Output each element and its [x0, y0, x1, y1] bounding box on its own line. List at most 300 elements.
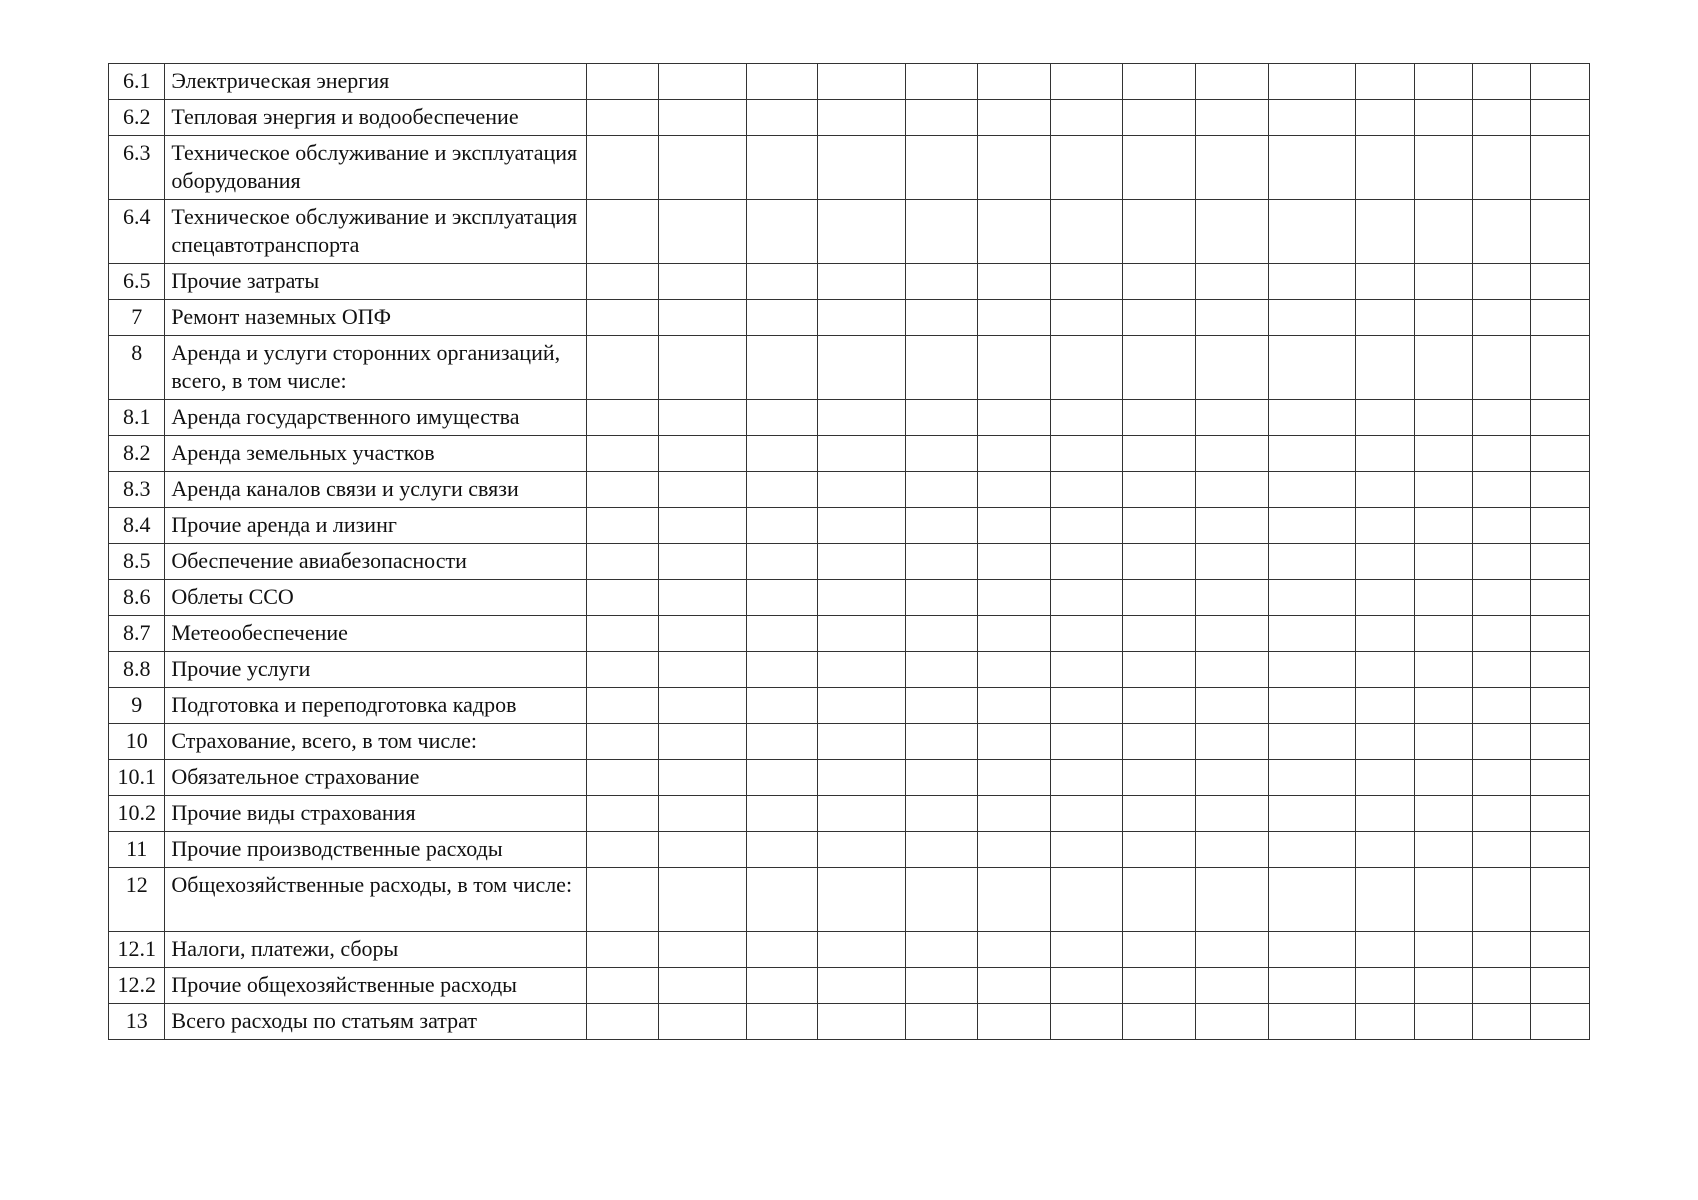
- row-number: 8.6: [109, 580, 165, 616]
- empty-cell: [978, 336, 1051, 400]
- empty-cell: [905, 264, 978, 300]
- empty-cell: [1268, 760, 1356, 796]
- empty-cell: [1473, 724, 1531, 760]
- empty-cell: [818, 400, 906, 436]
- empty-cell: [746, 200, 818, 264]
- empty-cell: [659, 616, 747, 652]
- empty-cell: [905, 932, 978, 968]
- empty-cell: [1196, 580, 1269, 616]
- empty-cell: [586, 336, 659, 400]
- empty-cell: [905, 472, 978, 508]
- row-label: Облеты ССО: [165, 580, 586, 616]
- empty-cell: [746, 400, 818, 436]
- empty-cell: [1531, 868, 1590, 932]
- row-label: Аренда каналов связи и услуги связи: [165, 472, 586, 508]
- empty-cell: [1123, 580, 1196, 616]
- empty-cell: [905, 724, 978, 760]
- empty-cell: [1414, 472, 1472, 508]
- empty-cell: [746, 832, 818, 868]
- empty-cell: [1531, 472, 1590, 508]
- empty-cell: [1531, 724, 1590, 760]
- empty-cell: [1268, 832, 1356, 868]
- empty-cell: [1050, 580, 1123, 616]
- empty-cell: [1473, 968, 1531, 1004]
- empty-cell: [659, 472, 747, 508]
- empty-cell: [1473, 436, 1531, 472]
- empty-cell: [1473, 300, 1531, 336]
- empty-cell: [818, 968, 906, 1004]
- empty-cell: [746, 724, 818, 760]
- row-number: 8: [109, 336, 165, 400]
- empty-cell: [1123, 64, 1196, 100]
- row-number: 10: [109, 724, 165, 760]
- empty-cell: [978, 760, 1051, 796]
- empty-cell: [1196, 832, 1269, 868]
- empty-cell: [1531, 300, 1590, 336]
- empty-cell: [586, 136, 659, 200]
- empty-cell: [1356, 652, 1414, 688]
- row-label: Обеспечение авиабезопасности: [165, 544, 586, 580]
- row-label: Аренда земельных участков: [165, 436, 586, 472]
- empty-cell: [1356, 64, 1414, 100]
- table-row: [109, 932, 1590, 968]
- row-label: Обязательное страхование: [165, 760, 586, 796]
- empty-cell: [746, 652, 818, 688]
- empty-cell: [818, 652, 906, 688]
- empty-cell: [978, 200, 1051, 264]
- empty-cell: [1531, 616, 1590, 652]
- empty-cell: [818, 1004, 906, 1040]
- empty-cell: [1196, 932, 1269, 968]
- empty-cell: [1531, 968, 1590, 1004]
- empty-cell: [905, 544, 978, 580]
- empty-cell: [1414, 932, 1472, 968]
- empty-cell: [978, 796, 1051, 832]
- row-label: Аренда государственного имущества: [165, 400, 586, 436]
- empty-cell: [1531, 436, 1590, 472]
- empty-cell: [978, 868, 1051, 932]
- empty-cell: [818, 300, 906, 336]
- row-label: Тепловая энергия и водообеспечение: [165, 100, 586, 136]
- empty-cell: [586, 688, 659, 724]
- empty-cell: [659, 436, 747, 472]
- row-label: Техническое обслуживание и эксплуатация спецавтотранспорта: [165, 200, 586, 264]
- empty-cell: [1268, 508, 1356, 544]
- empty-cell: [1050, 300, 1123, 336]
- empty-cell: [1414, 64, 1472, 100]
- empty-cell: [659, 832, 747, 868]
- empty-cell: [978, 136, 1051, 200]
- row-number: 6.3: [109, 136, 165, 200]
- empty-cell: [1268, 652, 1356, 688]
- empty-cell: [905, 336, 978, 400]
- empty-cell: [746, 868, 818, 932]
- empty-cell: [1268, 688, 1356, 724]
- empty-cell: [1123, 796, 1196, 832]
- table-row: [109, 300, 1590, 336]
- empty-cell: [1050, 832, 1123, 868]
- empty-cell: [746, 336, 818, 400]
- table-row: [109, 688, 1590, 724]
- empty-cell: [1268, 264, 1356, 300]
- table-row: [109, 868, 1590, 932]
- empty-cell: [1050, 688, 1123, 724]
- empty-cell: [586, 508, 659, 544]
- empty-cell: [1531, 508, 1590, 544]
- empty-cell: [1414, 300, 1472, 336]
- empty-cell: [818, 796, 906, 832]
- empty-cell: [1414, 796, 1472, 832]
- empty-cell: [818, 264, 906, 300]
- row-label: Прочие виды страхования: [165, 796, 586, 832]
- empty-cell: [1196, 400, 1269, 436]
- empty-cell: [1196, 796, 1269, 832]
- empty-cell: [746, 688, 818, 724]
- empty-cell: [1414, 868, 1472, 932]
- row-number: 8.7: [109, 616, 165, 652]
- row-number: 11: [109, 832, 165, 868]
- empty-cell: [659, 200, 747, 264]
- row-label: Подготовка и переподготовка кадров: [165, 688, 586, 724]
- row-label: Прочие производственные расходы: [165, 832, 586, 868]
- empty-cell: [659, 688, 747, 724]
- empty-cell: [1414, 544, 1472, 580]
- empty-cell: [1473, 796, 1531, 832]
- row-number: 6.1: [109, 64, 165, 100]
- empty-cell: [1123, 724, 1196, 760]
- empty-cell: [1473, 264, 1531, 300]
- empty-cell: [1473, 616, 1531, 652]
- empty-cell: [1268, 136, 1356, 200]
- empty-cell: [1268, 472, 1356, 508]
- empty-cell: [818, 136, 906, 200]
- empty-cell: [659, 1004, 747, 1040]
- table-row: [109, 264, 1590, 300]
- empty-cell: [818, 868, 906, 932]
- table-row: [109, 832, 1590, 868]
- empty-cell: [1414, 336, 1472, 400]
- empty-cell: [1123, 968, 1196, 1004]
- empty-cell: [1123, 100, 1196, 136]
- empty-cell: [1196, 100, 1269, 136]
- empty-cell: [1531, 200, 1590, 264]
- row-number: 8.8: [109, 652, 165, 688]
- empty-cell: [1123, 832, 1196, 868]
- table-row: [109, 652, 1590, 688]
- empty-cell: [905, 688, 978, 724]
- empty-cell: [818, 760, 906, 796]
- empty-cell: [1356, 580, 1414, 616]
- empty-cell: [818, 688, 906, 724]
- empty-cell: [905, 100, 978, 136]
- empty-cell: [978, 968, 1051, 1004]
- empty-cell: [905, 300, 978, 336]
- empty-cell: [818, 724, 906, 760]
- empty-cell: [746, 968, 818, 1004]
- empty-cell: [1123, 1004, 1196, 1040]
- empty-cell: [1050, 200, 1123, 264]
- table-row: [109, 136, 1590, 200]
- empty-cell: [905, 760, 978, 796]
- row-number: 12.2: [109, 968, 165, 1004]
- empty-cell: [1414, 136, 1472, 200]
- empty-cell: [1473, 688, 1531, 724]
- empty-cell: [1531, 932, 1590, 968]
- empty-cell: [978, 932, 1051, 968]
- table-row: [109, 580, 1590, 616]
- empty-cell: [1531, 832, 1590, 868]
- empty-cell: [905, 968, 978, 1004]
- row-label: Налоги, платежи, сборы: [165, 932, 586, 968]
- empty-cell: [1123, 472, 1196, 508]
- empty-cell: [1050, 336, 1123, 400]
- empty-cell: [1473, 400, 1531, 436]
- empty-cell: [746, 796, 818, 832]
- row-number: 6.2: [109, 100, 165, 136]
- empty-cell: [1123, 616, 1196, 652]
- empty-cell: [1123, 336, 1196, 400]
- empty-cell: [659, 100, 747, 136]
- empty-cell: [746, 472, 818, 508]
- empty-cell: [978, 652, 1051, 688]
- table-body: [109, 64, 1590, 1040]
- empty-cell: [746, 64, 818, 100]
- empty-cell: [978, 544, 1051, 580]
- empty-cell: [1414, 760, 1472, 796]
- empty-cell: [1268, 200, 1356, 264]
- row-number: 8.5: [109, 544, 165, 580]
- empty-cell: [1268, 616, 1356, 652]
- empty-cell: [978, 300, 1051, 336]
- row-number: 12: [109, 868, 165, 932]
- row-number: 9: [109, 688, 165, 724]
- empty-cell: [978, 1004, 1051, 1040]
- empty-cell: [905, 616, 978, 652]
- empty-cell: [1414, 508, 1472, 544]
- empty-cell: [1356, 336, 1414, 400]
- row-number: 12.1: [109, 932, 165, 968]
- row-label: Прочие услуги: [165, 652, 586, 688]
- empty-cell: [659, 264, 747, 300]
- empty-cell: [586, 300, 659, 336]
- row-number: 6.5: [109, 264, 165, 300]
- empty-cell: [905, 64, 978, 100]
- empty-cell: [1196, 200, 1269, 264]
- empty-cell: [1196, 724, 1269, 760]
- empty-cell: [905, 868, 978, 932]
- empty-cell: [1050, 796, 1123, 832]
- empty-cell: [1473, 472, 1531, 508]
- empty-cell: [978, 400, 1051, 436]
- empty-cell: [746, 100, 818, 136]
- empty-cell: [1123, 868, 1196, 932]
- empty-cell: [1050, 932, 1123, 968]
- table-row: [109, 336, 1590, 400]
- row-label: Ремонт наземных ОПФ: [165, 300, 586, 336]
- empty-cell: [1531, 760, 1590, 796]
- empty-cell: [659, 760, 747, 796]
- empty-cell: [586, 264, 659, 300]
- empty-cell: [1414, 1004, 1472, 1040]
- empty-cell: [586, 968, 659, 1004]
- empty-cell: [1196, 436, 1269, 472]
- empty-cell: [818, 472, 906, 508]
- row-number: 10.2: [109, 796, 165, 832]
- empty-cell: [1196, 652, 1269, 688]
- empty-cell: [586, 932, 659, 968]
- empty-cell: [905, 508, 978, 544]
- empty-cell: [659, 136, 747, 200]
- empty-cell: [1123, 400, 1196, 436]
- empty-cell: [1268, 1004, 1356, 1040]
- empty-cell: [586, 400, 659, 436]
- empty-cell: [659, 796, 747, 832]
- empty-cell: [746, 136, 818, 200]
- row-label: Прочие аренда и лизинг: [165, 508, 586, 544]
- empty-cell: [1123, 300, 1196, 336]
- row-number: 6.4: [109, 200, 165, 264]
- empty-cell: [1356, 1004, 1414, 1040]
- empty-cell: [818, 580, 906, 616]
- table-row: [109, 400, 1590, 436]
- table-row: [109, 1004, 1590, 1040]
- empty-cell: [1050, 1004, 1123, 1040]
- empty-cell: [1356, 868, 1414, 932]
- empty-cell: [1531, 64, 1590, 100]
- empty-cell: [1268, 300, 1356, 336]
- empty-cell: [1356, 472, 1414, 508]
- empty-cell: [746, 508, 818, 544]
- row-number: 8.2: [109, 436, 165, 472]
- empty-cell: [1050, 436, 1123, 472]
- empty-cell: [586, 868, 659, 932]
- empty-cell: [659, 544, 747, 580]
- empty-cell: [905, 1004, 978, 1040]
- empty-cell: [1196, 136, 1269, 200]
- empty-cell: [659, 64, 747, 100]
- empty-cell: [746, 544, 818, 580]
- empty-cell: [1531, 544, 1590, 580]
- empty-cell: [586, 100, 659, 136]
- empty-cell: [1196, 968, 1269, 1004]
- empty-cell: [978, 472, 1051, 508]
- empty-cell: [818, 508, 906, 544]
- empty-cell: [1473, 932, 1531, 968]
- empty-cell: [1414, 580, 1472, 616]
- empty-cell: [1414, 400, 1472, 436]
- empty-cell: [1123, 264, 1196, 300]
- table-row: [109, 200, 1590, 264]
- empty-cell: [1414, 436, 1472, 472]
- empty-cell: [1050, 760, 1123, 796]
- empty-cell: [978, 100, 1051, 136]
- empty-cell: [1268, 580, 1356, 616]
- empty-cell: [1123, 544, 1196, 580]
- empty-cell: [1123, 136, 1196, 200]
- empty-cell: [1268, 64, 1356, 100]
- empty-cell: [659, 724, 747, 760]
- empty-cell: [1473, 652, 1531, 688]
- empty-cell: [1050, 652, 1123, 688]
- empty-cell: [1473, 136, 1531, 200]
- empty-cell: [1196, 508, 1269, 544]
- row-label: Метеообеспечение: [165, 616, 586, 652]
- empty-cell: [1356, 200, 1414, 264]
- empty-cell: [746, 1004, 818, 1040]
- empty-cell: [818, 100, 906, 136]
- cost-items-sheet: [108, 63, 1590, 1040]
- empty-cell: [1123, 200, 1196, 264]
- empty-cell: [1050, 868, 1123, 932]
- empty-cell: [586, 796, 659, 832]
- empty-cell: [586, 436, 659, 472]
- empty-cell: [905, 200, 978, 264]
- empty-cell: [659, 400, 747, 436]
- empty-cell: [1473, 1004, 1531, 1040]
- table-row: [109, 796, 1590, 832]
- empty-cell: [659, 580, 747, 616]
- empty-cell: [1196, 616, 1269, 652]
- empty-cell: [1196, 1004, 1269, 1040]
- empty-cell: [746, 760, 818, 796]
- empty-cell: [978, 64, 1051, 100]
- empty-cell: [1531, 688, 1590, 724]
- empty-cell: [1268, 968, 1356, 1004]
- empty-cell: [1050, 616, 1123, 652]
- empty-cell: [818, 336, 906, 400]
- empty-cell: [1196, 544, 1269, 580]
- empty-cell: [586, 1004, 659, 1040]
- empty-cell: [978, 580, 1051, 616]
- empty-cell: [1356, 136, 1414, 200]
- empty-cell: [746, 436, 818, 472]
- empty-cell: [1356, 688, 1414, 724]
- empty-cell: [1531, 652, 1590, 688]
- empty-cell: [1473, 832, 1531, 868]
- row-label: Электрическая энергия: [165, 64, 586, 100]
- empty-cell: [659, 336, 747, 400]
- empty-cell: [1268, 724, 1356, 760]
- empty-cell: [1356, 300, 1414, 336]
- cost-items-table: [108, 63, 1590, 1040]
- empty-cell: [1196, 472, 1269, 508]
- empty-cell: [1356, 796, 1414, 832]
- empty-cell: [1050, 724, 1123, 760]
- row-label: Общехозяйственные расходы, в том числе:: [165, 868, 586, 932]
- empty-cell: [1473, 336, 1531, 400]
- row-number: 8.1: [109, 400, 165, 436]
- empty-cell: [1123, 436, 1196, 472]
- empty-cell: [1356, 760, 1414, 796]
- empty-cell: [1268, 400, 1356, 436]
- empty-cell: [818, 64, 906, 100]
- empty-cell: [1123, 652, 1196, 688]
- empty-cell: [818, 200, 906, 264]
- empty-cell: [1531, 136, 1590, 200]
- empty-cell: [1196, 64, 1269, 100]
- empty-cell: [905, 400, 978, 436]
- empty-cell: [1050, 100, 1123, 136]
- empty-cell: [1123, 688, 1196, 724]
- empty-cell: [1531, 100, 1590, 136]
- row-number: 8.3: [109, 472, 165, 508]
- empty-cell: [586, 616, 659, 652]
- empty-cell: [1123, 760, 1196, 796]
- empty-cell: [586, 64, 659, 100]
- empty-cell: [1473, 64, 1531, 100]
- empty-cell: [1268, 932, 1356, 968]
- empty-cell: [1414, 200, 1472, 264]
